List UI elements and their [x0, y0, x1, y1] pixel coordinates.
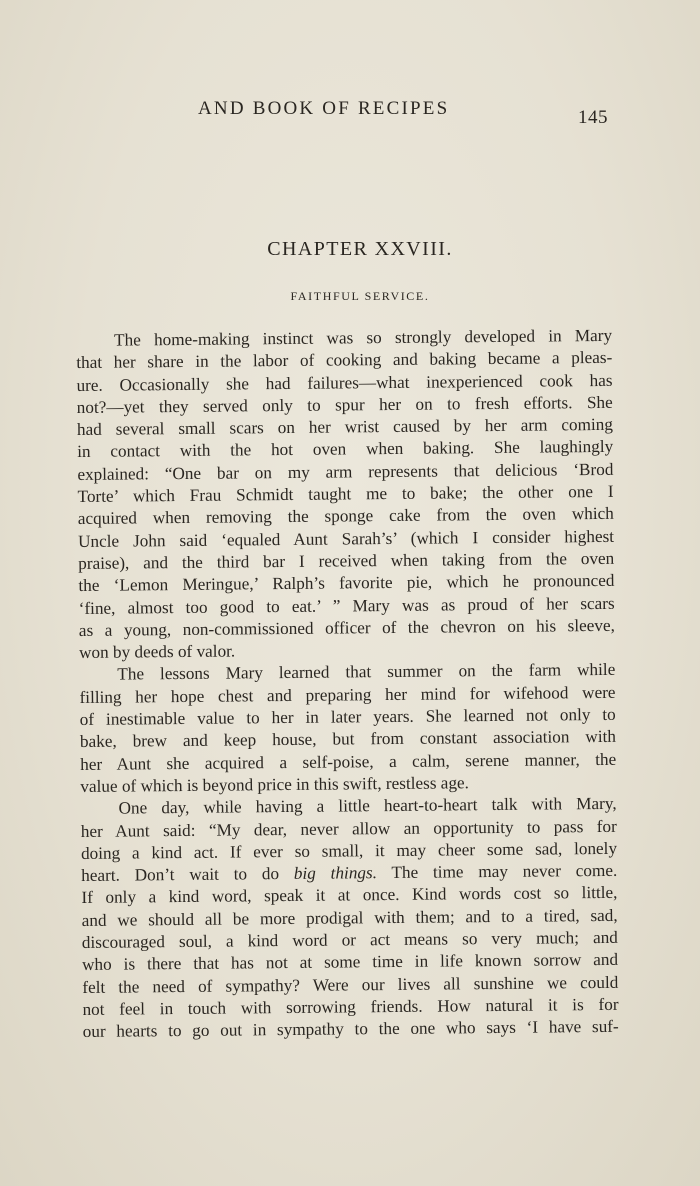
text-line: not feel in touch with sorrowing friends. How natural it is for	[82, 994, 619, 1019]
text-segment: The time may never come.	[376, 860, 618, 883]
text-line: that her share in the labor of cooking and baking became a pleas-	[76, 348, 613, 373]
text-line: Torte’ which Frau Schmidt taught me to bake; the other one I	[77, 481, 614, 507]
text-line: and we should all be more prodigal with them; and to a tired, sad,	[81, 905, 618, 930]
text-segment: heart. Don’t wait to do	[81, 864, 294, 886]
text-line: Uncle John said ‘equaled Aunt Sarah’s’ (which I consider highest	[77, 526, 615, 551]
text-line: had several small scars on her wrist caused by her arm coming	[76, 415, 614, 440]
text-line: The lessons Mary learned that summer on the farm while	[117, 660, 616, 685]
running-head	[0, 98, 700, 128]
text-line: value of which is beyond price in this swift, restless age.	[80, 773, 470, 796]
text-line: our hearts to go out in sympathy to the one who says ‘I have suf-	[82, 1017, 619, 1042]
text-line: bake, brew and keep house, but from constant association with	[79, 727, 617, 752]
text-line: won by deeds of valor.	[79, 641, 236, 663]
text-line: explained: “One bar on my arm represents that delicious ‘Brod	[77, 459, 614, 484]
text-line: not?—yet they served only to spur her on to fresh efforts. She	[76, 392, 613, 417]
text-line: felt the need of sympathy? Were our lives all sunshine we could	[82, 972, 619, 997]
text-line: in contact with the hot oven when baking. She laughingly	[77, 437, 614, 462]
text-line: praise), and the third bar I received when taking from the oven	[78, 548, 615, 573]
text-line: who is there that has not at some time in life known sorrow and	[82, 950, 619, 975]
text-line: discouraged soul, a kind word or act means so very much; and	[81, 927, 618, 952]
text-line: One day, while having a little heart-to-heart talk with Mary,	[118, 794, 617, 818]
text-line: filling her hope chest and preparing her mind for wifehood were	[79, 682, 616, 707]
text-line: the ‘Lemon Meringue,’ Ralph’s favorite pie, which he pronounced	[78, 571, 615, 596]
text-line: as a young, non-commissioned officer of the chevron on his sleeve,	[78, 615, 615, 640]
running-title: AND BOOK OF RECIPES	[198, 98, 450, 119]
page-number: 145	[578, 107, 608, 128]
text-line: acquired when removing the sponge cake from the oven which	[77, 504, 614, 529]
text-line: of inestimable value to her in later years. She learned not only to	[79, 704, 616, 730]
body-text	[76, 325, 619, 1044]
italic-emphasis: big things.	[293, 863, 378, 884]
text-line: ‘fine, almost too good to eat.’ ” Mary was as proud of her scars	[78, 593, 615, 618]
text-line: ure. Occasionally she had failures—what inexperienced cook has	[76, 370, 613, 395]
text-line: doing a kind act. If ever so small, it may cheer some sad, lonely	[80, 838, 618, 863]
text-line: her Aunt said: “My dear, never allow an opportunity to pass for	[80, 816, 617, 841]
text-line: her Aunt she acquired a self-poise, a calm, serene manner, the	[80, 749, 617, 774]
text-line: If only a kind word, speak it at once. Kind words cost so little,	[81, 883, 618, 908]
text-line: The home-making instinct was so strongly developed in Mary	[114, 325, 613, 350]
chapter-title: CHAPTER XXVIII.	[267, 238, 453, 260]
chapter-subtitle: FAITHFUL SERVICE.	[290, 289, 430, 303]
